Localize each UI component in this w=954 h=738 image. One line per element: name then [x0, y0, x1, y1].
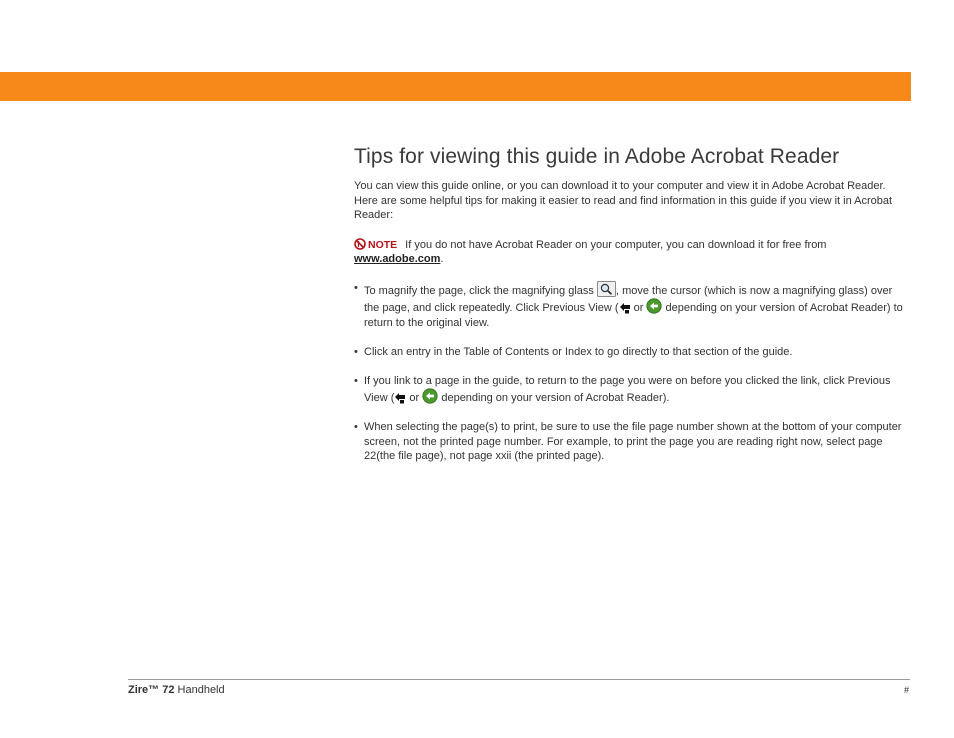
- bullet: •: [354, 374, 358, 387]
- intro-paragraph: You can view this guide online, or you can download it to your computer and view it in Adobe Acrobat Reader. Here are some helpful tips for making it easier to read and find information in this guide if you view it in Acrobat Reader:: [354, 180, 893, 221]
- tip-text: Click an entry in the Table of Contents or Index to go directly to that section of the guide.: [364, 345, 793, 358]
- footer-divider: [128, 679, 910, 680]
- tip-text: depending on your version of Acrobat Reader) to return to the original view.: [364, 302, 903, 329]
- main-content: [354, 143, 910, 478]
- tip-text: depending on your version of Acrobat Reader).: [438, 392, 670, 404]
- footer-product-name: Handheld: [174, 684, 225, 696]
- list-item: [354, 281, 910, 331]
- footer-brand: Zire™ 72: [128, 684, 175, 696]
- tip-text: When selecting the page(s) to print, be sure to use the file page number shown at the bottom of your computer screen, not the printed page number. For example, to print the page you are reading right now, select page 22(the file page), not page xxii (the printed page).: [364, 421, 902, 462]
- previous-view-hand-icon: [619, 300, 631, 314]
- previous-view-green-icon: [646, 298, 662, 314]
- note-label: NOTE: [368, 238, 398, 251]
- note-end: .: [440, 253, 444, 265]
- list-item: [354, 345, 910, 360]
- no-entry-icon: [354, 238, 366, 250]
- footer-page-number: #: [904, 685, 910, 695]
- bullet: •: [354, 281, 358, 294]
- tip-text: or: [406, 392, 423, 404]
- magnifying-glass-icon: [597, 281, 616, 297]
- tip-text: or: [630, 302, 647, 314]
- adobe-link[interactable]: www.adobe.com: [354, 253, 441, 265]
- note-paragraph: [354, 238, 910, 267]
- tips-list: [354, 281, 910, 464]
- bullet: •: [354, 345, 358, 358]
- previous-view-green-icon: [422, 388, 438, 404]
- tip-text: To magnify the page, click the magnifying glass: [364, 284, 597, 297]
- page-title: Tips for viewing this guide in Adobe Acrobat Reader: [354, 145, 840, 168]
- tip-text: If you link to a page in the guide, to return to the page you were on before you clicked the link, click Previous View (: [364, 374, 891, 404]
- header-accent-bar: [0, 72, 911, 101]
- previous-view-hand-icon: [394, 390, 406, 404]
- list-item: [354, 420, 910, 464]
- note-text: If you do not have Acrobat Reader on your computer, you can download it for free from: [405, 238, 827, 251]
- footer-product: [128, 684, 225, 696]
- list-item: [354, 374, 910, 406]
- bullet: •: [354, 421, 358, 433]
- tip-text: , move the cursor (which is now a magnifying glass) over the page, and click repeatedly. Click Previous View (: [364, 284, 893, 314]
